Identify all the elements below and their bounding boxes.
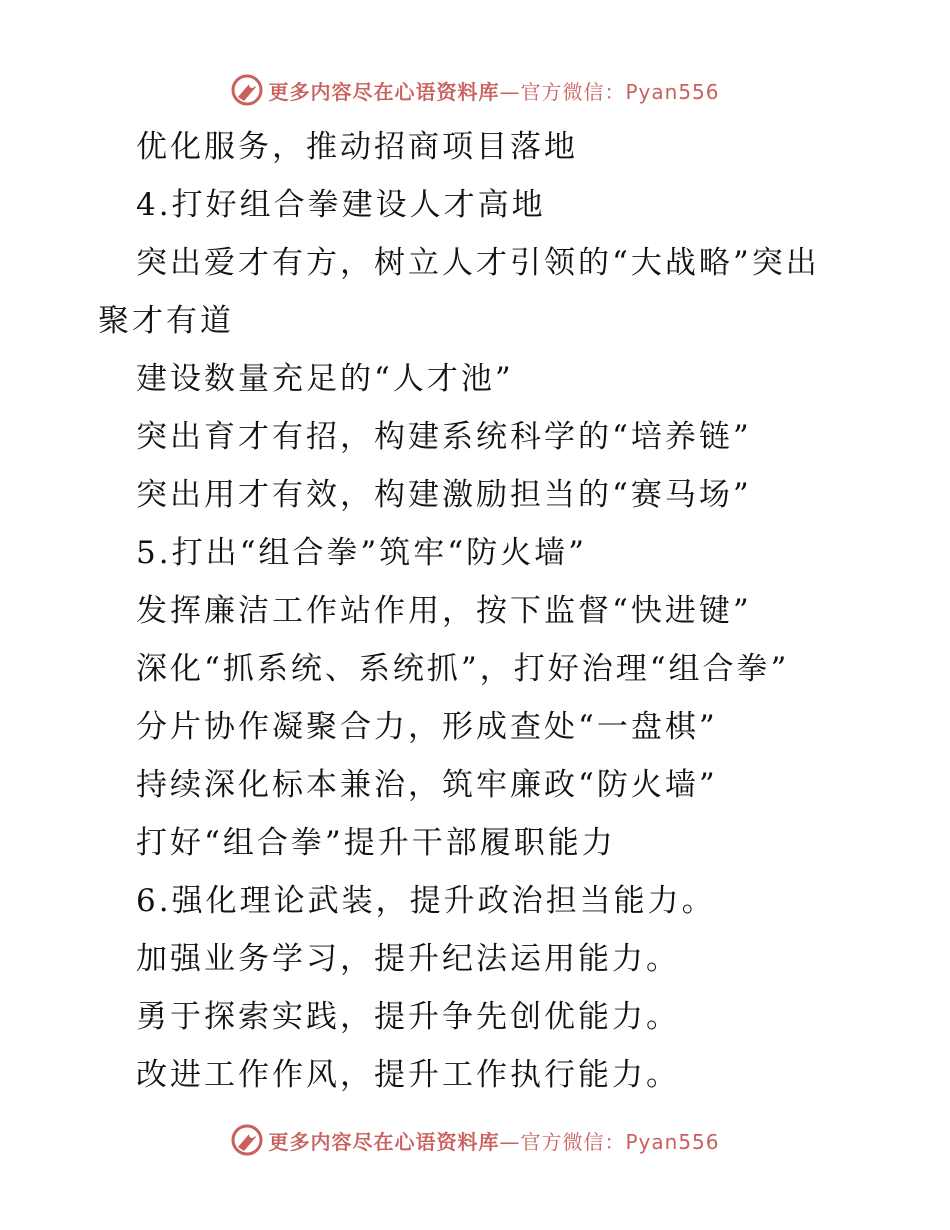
text-line: 改进工作作风，提升工作执行能力。: [136, 1057, 680, 1093]
text-line: 突出用才有效，构建激励担当的“赛马场”: [136, 477, 752, 513]
watermark-text: 更多内容尽在心语资料库—官方微信：Pyan556: [268, 79, 720, 104]
watermark-text: 更多内容尽在心语资料库—官方微信：Pyan556: [268, 1129, 720, 1154]
text-line: 优化服务，推动招商项目落地: [136, 129, 578, 165]
text-line: 持续深化标本兼治，筑牢廉政“防火墙”: [136, 767, 718, 803]
text-line: 打好“组合拳”提升干部履职能力: [136, 825, 616, 861]
text-line: 4.打好组合拳建设人才高地: [136, 187, 546, 223]
text-line: 5.打出“组合拳”筑牢“防火墙”: [136, 535, 587, 571]
text-line: 加强业务学习，提升纪法运用能力。: [136, 941, 680, 977]
text-line: 突出爱才有方，树立人才引领的“大战略”突出: [136, 245, 820, 281]
text-line: 6.强化理论武装，提升政治担当能力。: [136, 883, 716, 919]
brand-logo-icon: [230, 73, 264, 107]
text-line: 建设数量充足的“人才池”: [136, 361, 514, 397]
brand-logo-icon: [230, 1123, 264, 1157]
text-line: 勇于探索实践，提升争先创优能力。: [136, 999, 680, 1035]
text-line: 分片协作凝聚合力，形成查处“一盘棋”: [136, 709, 718, 745]
text-line: 聚才有道: [98, 303, 234, 339]
footer-watermark: [0, 1120, 950, 1160]
text-line: 深化“抓系统、系统抓”，打好治理“组合拳”: [136, 651, 790, 687]
text-line: 突出育才有招，构建系统科学的“培养链”: [136, 419, 752, 455]
text-line: 发挥廉洁工作站作用，按下监督“快进键”: [136, 593, 752, 629]
header-watermark: [0, 70, 950, 110]
